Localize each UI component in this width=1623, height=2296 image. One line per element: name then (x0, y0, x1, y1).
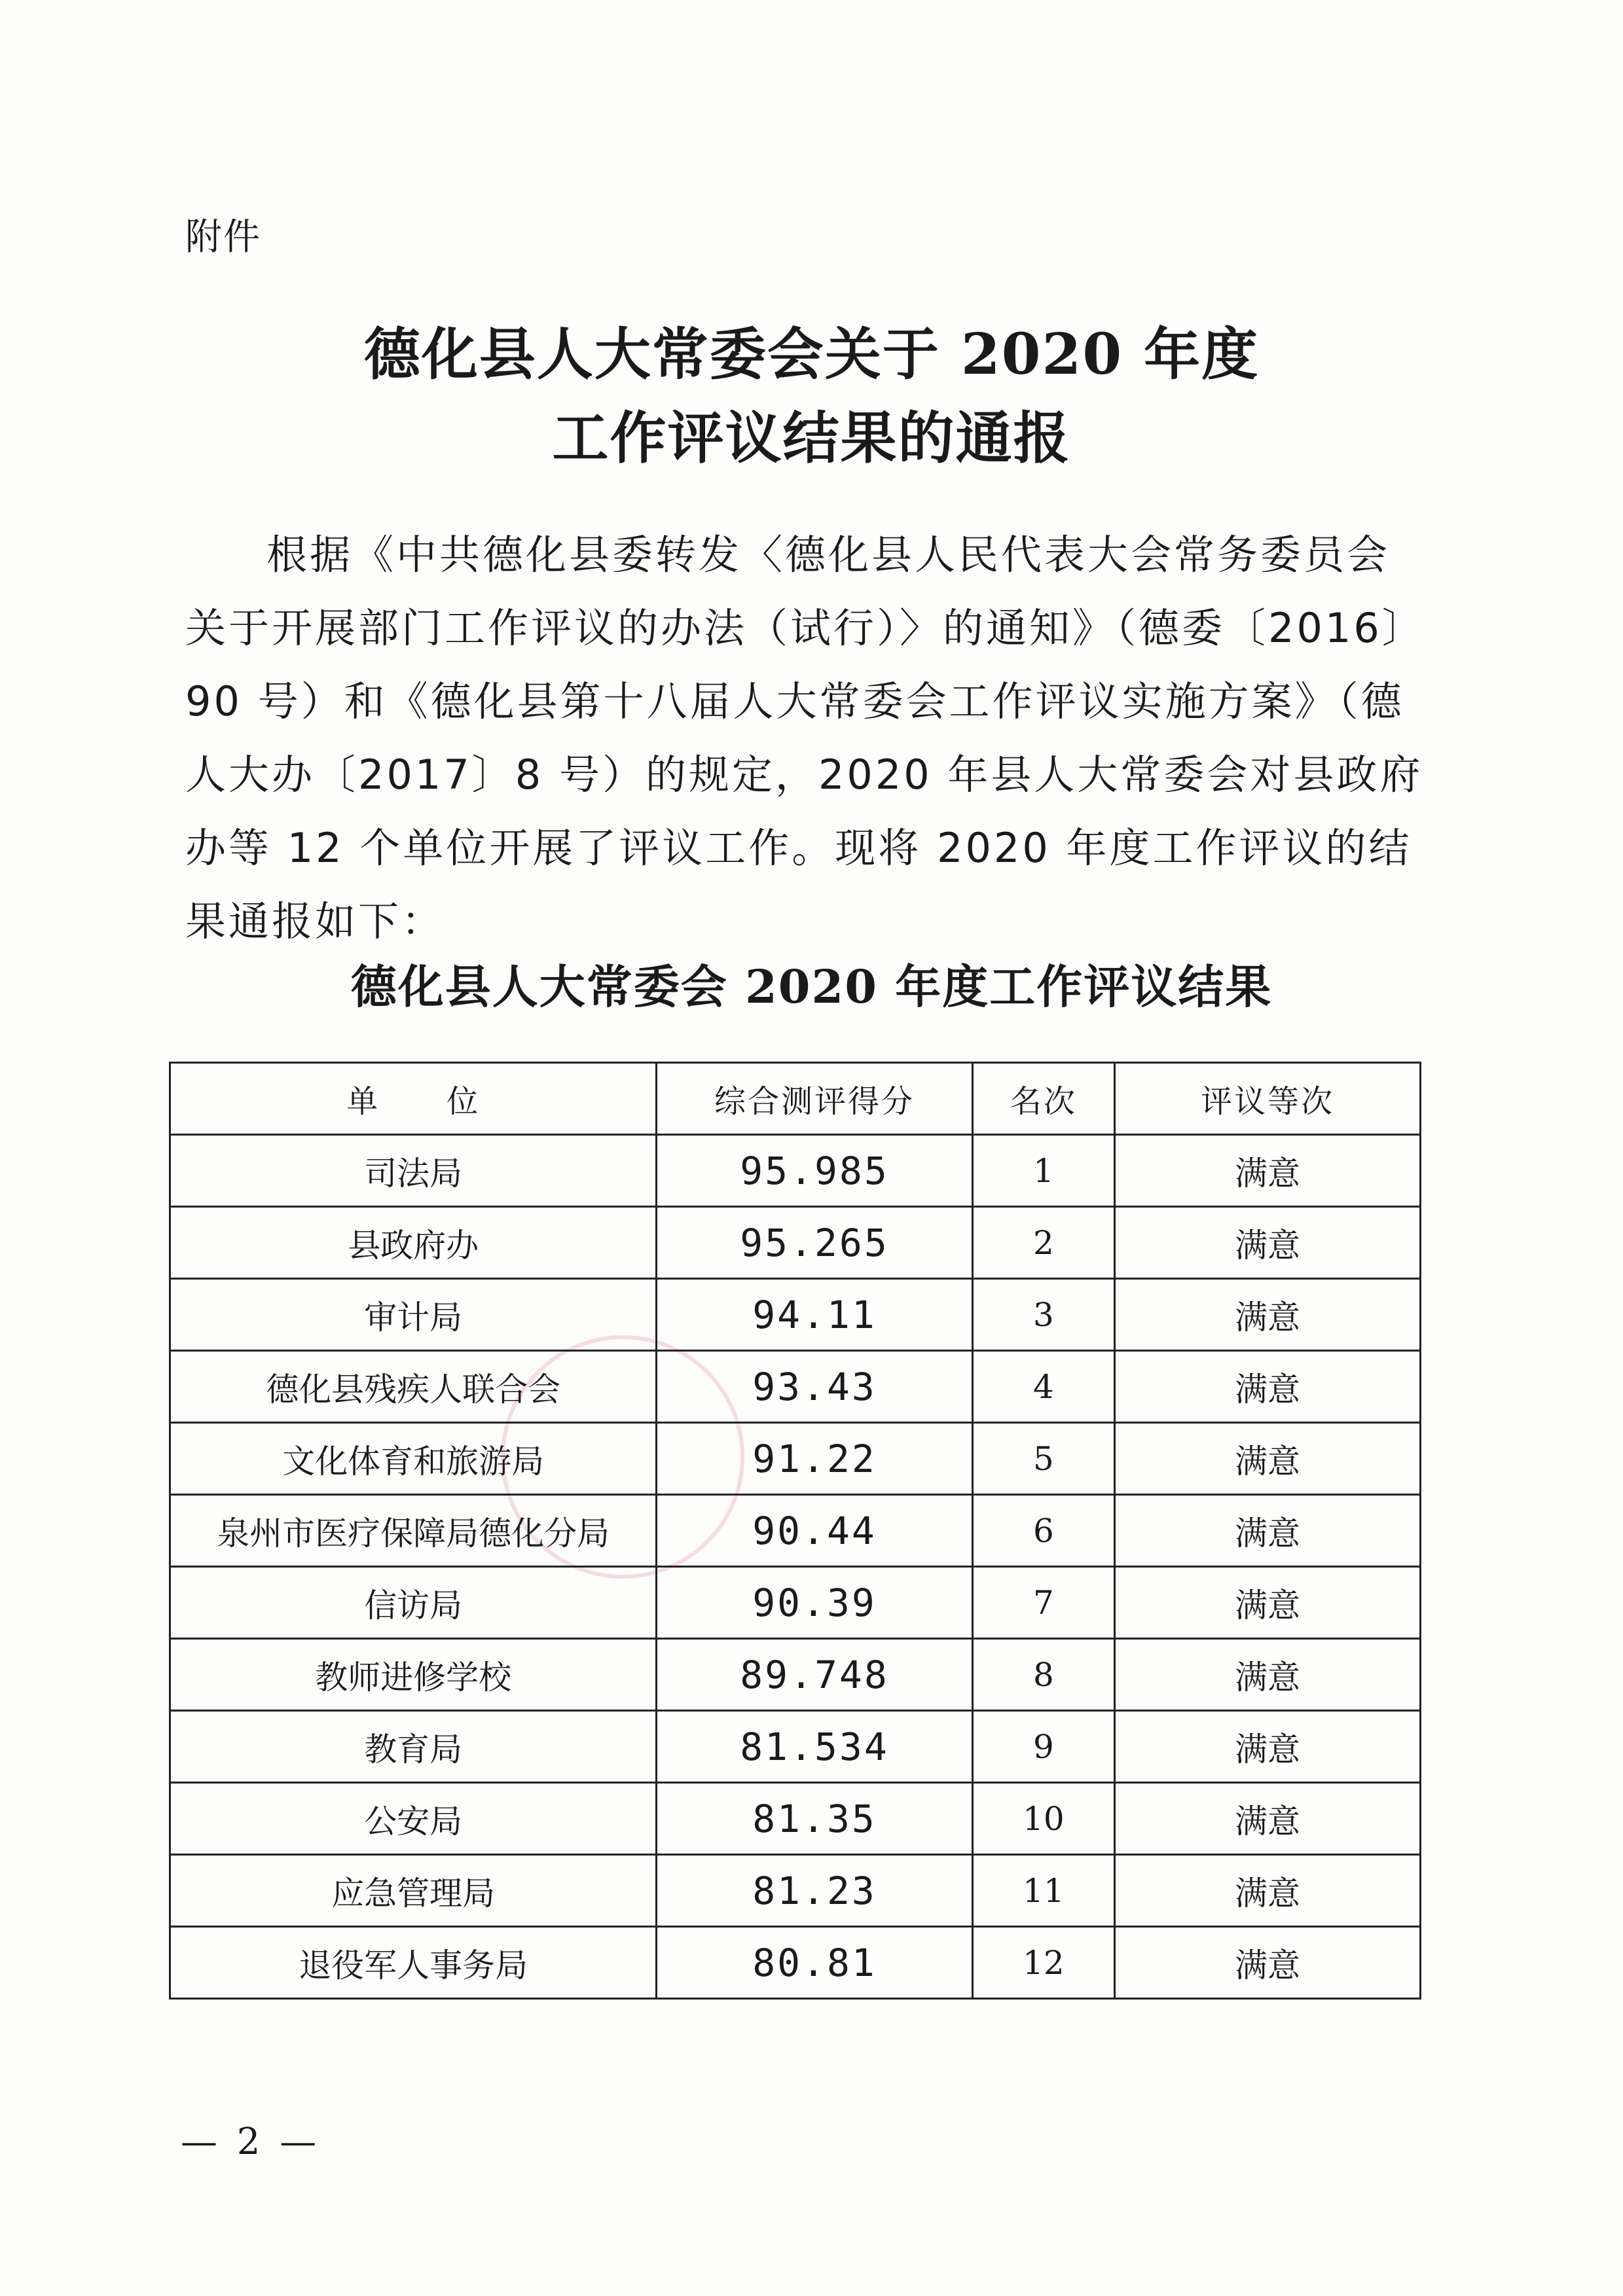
title-line-2: 工作评议结果的通报 (552, 405, 1071, 471)
grade-cell: 满意 (1115, 1279, 1421, 1351)
rank-cell: 11 (972, 1855, 1115, 1927)
body-paragraph: 根据《中共德化县委转发〈德化县人民代表大会常务委员会关于开展部门工作评议的办法（试行）〉的通知》（德委〔2016〕90 号）和《德化县第十八届人大常委会工作评议实施方案》（德人大办〔2017〕8 号）的规定，2020 年县人大常委会对县政府办等 12 个单位开展了评议工作。现将 2020 年度工作评议的结果通报如下： (185, 531, 1425, 945)
unit-cell: 信访局 (170, 1567, 657, 1639)
page-number: — 2 — (181, 2121, 321, 2163)
grade-cell: 满意 (1115, 1135, 1421, 1207)
score-cell: 90.39 (657, 1567, 972, 1639)
attachment-label: 附件 (185, 216, 261, 259)
rank-cell: 5 (972, 1423, 1115, 1495)
rank-cell: 1 (972, 1135, 1115, 1207)
results-table (169, 1062, 1421, 2000)
table-header-row (170, 1063, 1421, 1135)
score-cell: 81.23 (657, 1855, 972, 1927)
grade-cell: 满意 (1115, 1711, 1421, 1783)
rank-cell: 2 (972, 1207, 1115, 1279)
title-line-1: 德化县人大常委会关于 2020 年度 (363, 321, 1260, 387)
unit-cell: 司法局 (170, 1135, 657, 1207)
table-title: 德化县人大常委会 2020 年度工作评议结果 (350, 960, 1273, 1014)
unit-cell: 应急管理局 (170, 1855, 657, 1927)
grade-cell: 满意 (1115, 1423, 1421, 1495)
grade-cell: 满意 (1115, 1207, 1421, 1279)
document-title (0, 313, 1623, 480)
rank-cell: 6 (972, 1495, 1115, 1567)
grade-cell: 满意 (1115, 1351, 1421, 1423)
rank-cell: 10 (972, 1783, 1115, 1855)
unit-cell: 德化县残疾人联合会 (170, 1351, 657, 1423)
table-row (170, 1567, 1421, 1639)
score-cell: 81.35 (657, 1783, 972, 1855)
grade-cell: 满意 (1115, 1927, 1421, 1999)
score-cell: 95.265 (657, 1207, 972, 1279)
unit-cell: 审计局 (170, 1279, 657, 1351)
rank-cell: 3 (972, 1279, 1115, 1351)
rank-cell: 8 (972, 1639, 1115, 1711)
grade-cell: 满意 (1115, 1567, 1421, 1639)
score-cell: 89.748 (657, 1639, 972, 1711)
header-unit: 单 位 (170, 1063, 657, 1135)
unit-cell: 教育局 (170, 1711, 657, 1783)
unit-cell: 教师进修学校 (170, 1639, 657, 1711)
score-cell: 81.534 (657, 1711, 972, 1783)
header-grade: 评议等次 (1115, 1063, 1421, 1135)
score-cell: 90.44 (657, 1495, 972, 1567)
unit-cell: 泉州市医疗保障局德化分局 (170, 1495, 657, 1567)
table-row (170, 1423, 1421, 1495)
unit-cell: 退役军人事务局 (170, 1927, 657, 1999)
rank-cell: 7 (972, 1567, 1115, 1639)
table-row (170, 1927, 1421, 1999)
rank-cell: 4 (972, 1351, 1115, 1423)
table-row (170, 1711, 1421, 1783)
rank-cell: 9 (972, 1711, 1115, 1783)
grade-cell: 满意 (1115, 1783, 1421, 1855)
unit-cell: 文化体育和旅游局 (170, 1423, 657, 1495)
rank-cell: 12 (972, 1927, 1115, 1999)
grade-cell: 满意 (1115, 1639, 1421, 1711)
unit-cell: 公安局 (170, 1783, 657, 1855)
score-cell: 94.11 (657, 1279, 972, 1351)
score-cell: 95.985 (657, 1135, 972, 1207)
table-row (170, 1855, 1421, 1927)
score-cell: 91.22 (657, 1423, 972, 1495)
score-cell: 93.43 (657, 1351, 972, 1423)
unit-cell: 县政府办 (170, 1207, 657, 1279)
table-row (170, 1135, 1421, 1207)
score-cell: 80.81 (657, 1927, 972, 1999)
body-text (185, 518, 1429, 958)
table-row (170, 1783, 1421, 1855)
header-rank: 名次 (972, 1063, 1115, 1135)
table-row (170, 1351, 1421, 1423)
table-row (170, 1639, 1421, 1711)
table-row (170, 1495, 1421, 1567)
table-row (170, 1279, 1421, 1351)
grade-cell: 满意 (1115, 1495, 1421, 1567)
header-score: 综合测评得分 (657, 1063, 972, 1135)
grade-cell: 满意 (1115, 1855, 1421, 1927)
table-row (170, 1207, 1421, 1279)
